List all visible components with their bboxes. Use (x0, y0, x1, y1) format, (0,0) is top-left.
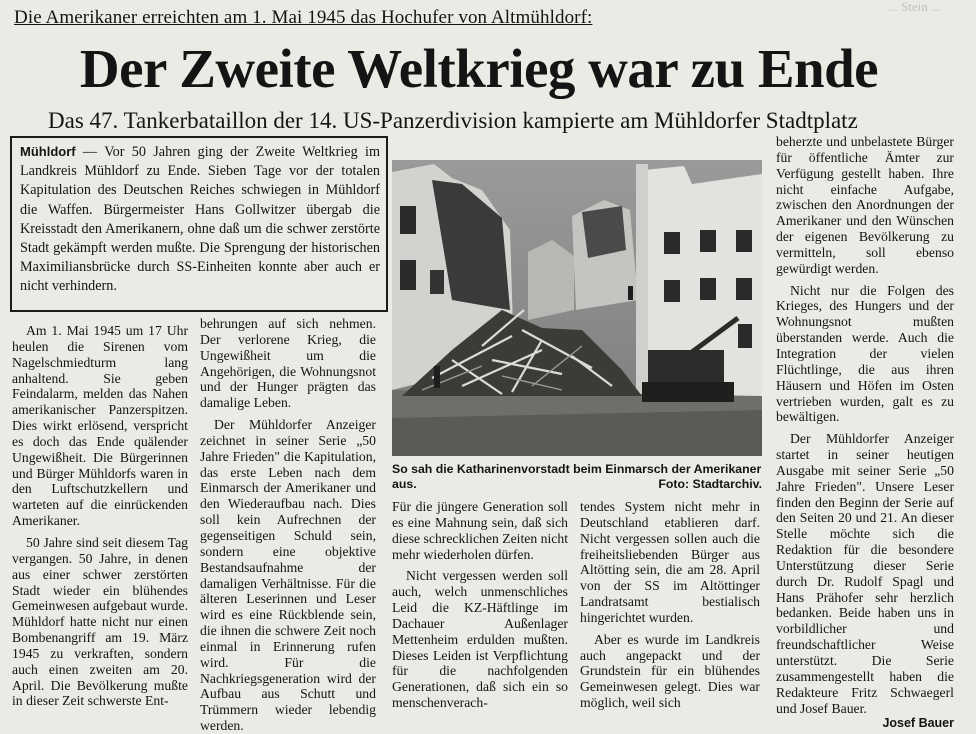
war-ruins-photo (392, 160, 762, 456)
col4-paragraph: Aber es wurde im Landkreis auch angepackt und der Grundstein für ein blühendes Gemeinwesen gelegt. Dies war möglich, weil sich (580, 631, 760, 711)
col3-paragraph: Für die jüngere Generation soll es eine Mahnung sein, daß sich diese schrecklichen Zeiten nicht mehr wiederholen dürfen. (392, 499, 568, 562)
column-3 (392, 499, 568, 711)
column-1 (12, 323, 188, 709)
col2-paragraph: behrungen auf sich nehmen. Der verlorene Krieg, die Ungewißheit um die Angehörigen, die Wohnungsnot und der Hunger prägten das damalige Leben. (200, 316, 376, 411)
photo-caption (392, 462, 762, 491)
bleed-through-text: ... Stein ... (888, 0, 941, 14)
headline: Der Zweite Weltkrieg war zu Ende (79, 38, 879, 99)
col5-paragraph: beherzte und unbelastete Bürger für öffentliche Ämter zur Verfügung gestellt haben. Ihre nicht einfache Aufgabe, zwischen den Anordnungen der Amerikaner und den Wünschen der eigenen Bevölkerung zu vermitteln, soll ebenso gewürdigt werden. (776, 134, 954, 276)
col1-paragraph: 50 Jahre sind seit diesem Tag vergangen. 50 Jahre, in denen aus einer schwer zerstörten Stadt wieder ein blühendes Gemeinwesen aufgebaut wurde. Mühldorf hatte nicht nur einen Bombenangriff am 19. März 1945 zu verkraften, sondern auch einen zweiten am 20. April. Die Bevölkerung mußte in dieser Zeit schwerste Ent- (12, 534, 188, 709)
col2-paragraph: Der Mühldorfer Anzeiger zeichnet in seiner Serie „50 Jahre Frieden" die Kapitulation, das erste Leben nach dem Einmarsch der Amerikaner und den Wiederaufbau nach. Dies soll kein Aufrechnen der gegenseitigen Schuld sein, sondern eine objektive Bestandsaufnahme der damaligen Verhältnisse. Für die älteren Leserinnen und Leser wird es eine Rückblende sein, die ihnen die schwere Zeit noch einmal in Erinnerung rufen wird. Für die Nachkriegsgeneration wird der Aufbau aus Schutt und Trümmern wieder lebendig werden. (200, 417, 376, 734)
column-2 (200, 316, 376, 734)
caption-text: So sah die Katharinenvorstadt beim Einmarsch der Amerikaner aus. (392, 462, 762, 491)
col4-paragraph: tendes System nicht mehr in Deutschland etablieren darf. Nicht vergessen sollen auch die freiheitsliebenden Bürger aus Altötting sein, die am 28. April von der SS im Altöttinger Landratsamt bestialisch hingerichtet wurden. (580, 499, 760, 625)
author-signature: Josef Bauer (882, 716, 954, 731)
col5-paragraph: Nicht nur die Folgen des Krieges, des Hungers und der Wohnungsnot mußten überstanden werde. Auch die Integration der vielen Flüchtlinge, die aus ihren Häusern und Höfen im Osten vertrieben wurden, galt es zu bewältigen. (776, 282, 954, 425)
col1-paragraph: Am 1. Mai 1945 um 17 Uhr heulen die Sirenen vom Nagelschmiedturm lang anhaltend. Sie geben Feindalarm, melden das Nahen amerikanischer Panzerspitzen. Dies wirkt erlösend, verspricht es doch das Ende quälender Ungewißheit. Die Bürgerinnen und Bürger Mühldorfs waren in den Luftschutzkellern und warteten auf die einrückenden Amerikaner. (12, 323, 188, 529)
kicker-line: Die Amerikaner erreichten am 1. Mai 1945 das Hochufer von Altmühldorf: (14, 7, 593, 28)
subheadline: Das 47. Tankerbataillon der 14. US-Panzerdivision kampierte am Mühldorfer Stadtplatz (48, 108, 858, 133)
lead-text: — Vor 50 Jahren ging der Zweite Weltkrieg im Landkreis Mühldorf zu Ende. Sieben Tage vor der totalen Kapitulation des Deutschen Reiches schwiegen in Mühldorf die Waffen. Bürgermeister Hans Gollwitzer übergab die Kreisstadt den Amerikanern, ohne daß um die schwer zerstörte Stadt gekämpft werden mußte. Die Sprengung der historischen Maximiliansbrücke durch SS-Einheiten konnte aber auch er nicht verhindern. (20, 144, 380, 295)
col5-paragraph: Der Mühldorfer Anzeiger startet in seiner heutigen Ausgabe mit seiner Serie „50 Jahre Frieden". Unsere Leser finden den Beginn der Serie auf den Seiten 20 und 21. An dieser Stelle möchte sich die Redaktion für die besondere Unterstützung dieser Serie durch Dr. Rudolf Spagl und Hans Prähofer sehr herzlich bedanken. Beide haben uns in vorbildlicher und freundschaftlicher Weise unterstützt. Die Serie zusammengestellt haben die Redakteure Fritz Schwaegerl und Josef Bauer. (776, 431, 954, 716)
column-4 (580, 499, 760, 711)
lead-box (10, 136, 388, 312)
lead-paragraph (20, 142, 380, 297)
photo-credit: Foto: Stadtarchiv. (658, 476, 762, 491)
dateline: Mühldorf (20, 144, 76, 159)
column-5 (776, 134, 954, 731)
col3-paragraph: Nicht vergessen werden soll auch, welch unmenschliches Leid die KZ-Häftlinge im Dachauer Außenlager Mettenheim erdulden mußten. Dieses Leiden ist Verpflichtung für die nachfolgenden Generationen, daß sich ein so menschenverach- (392, 568, 568, 711)
